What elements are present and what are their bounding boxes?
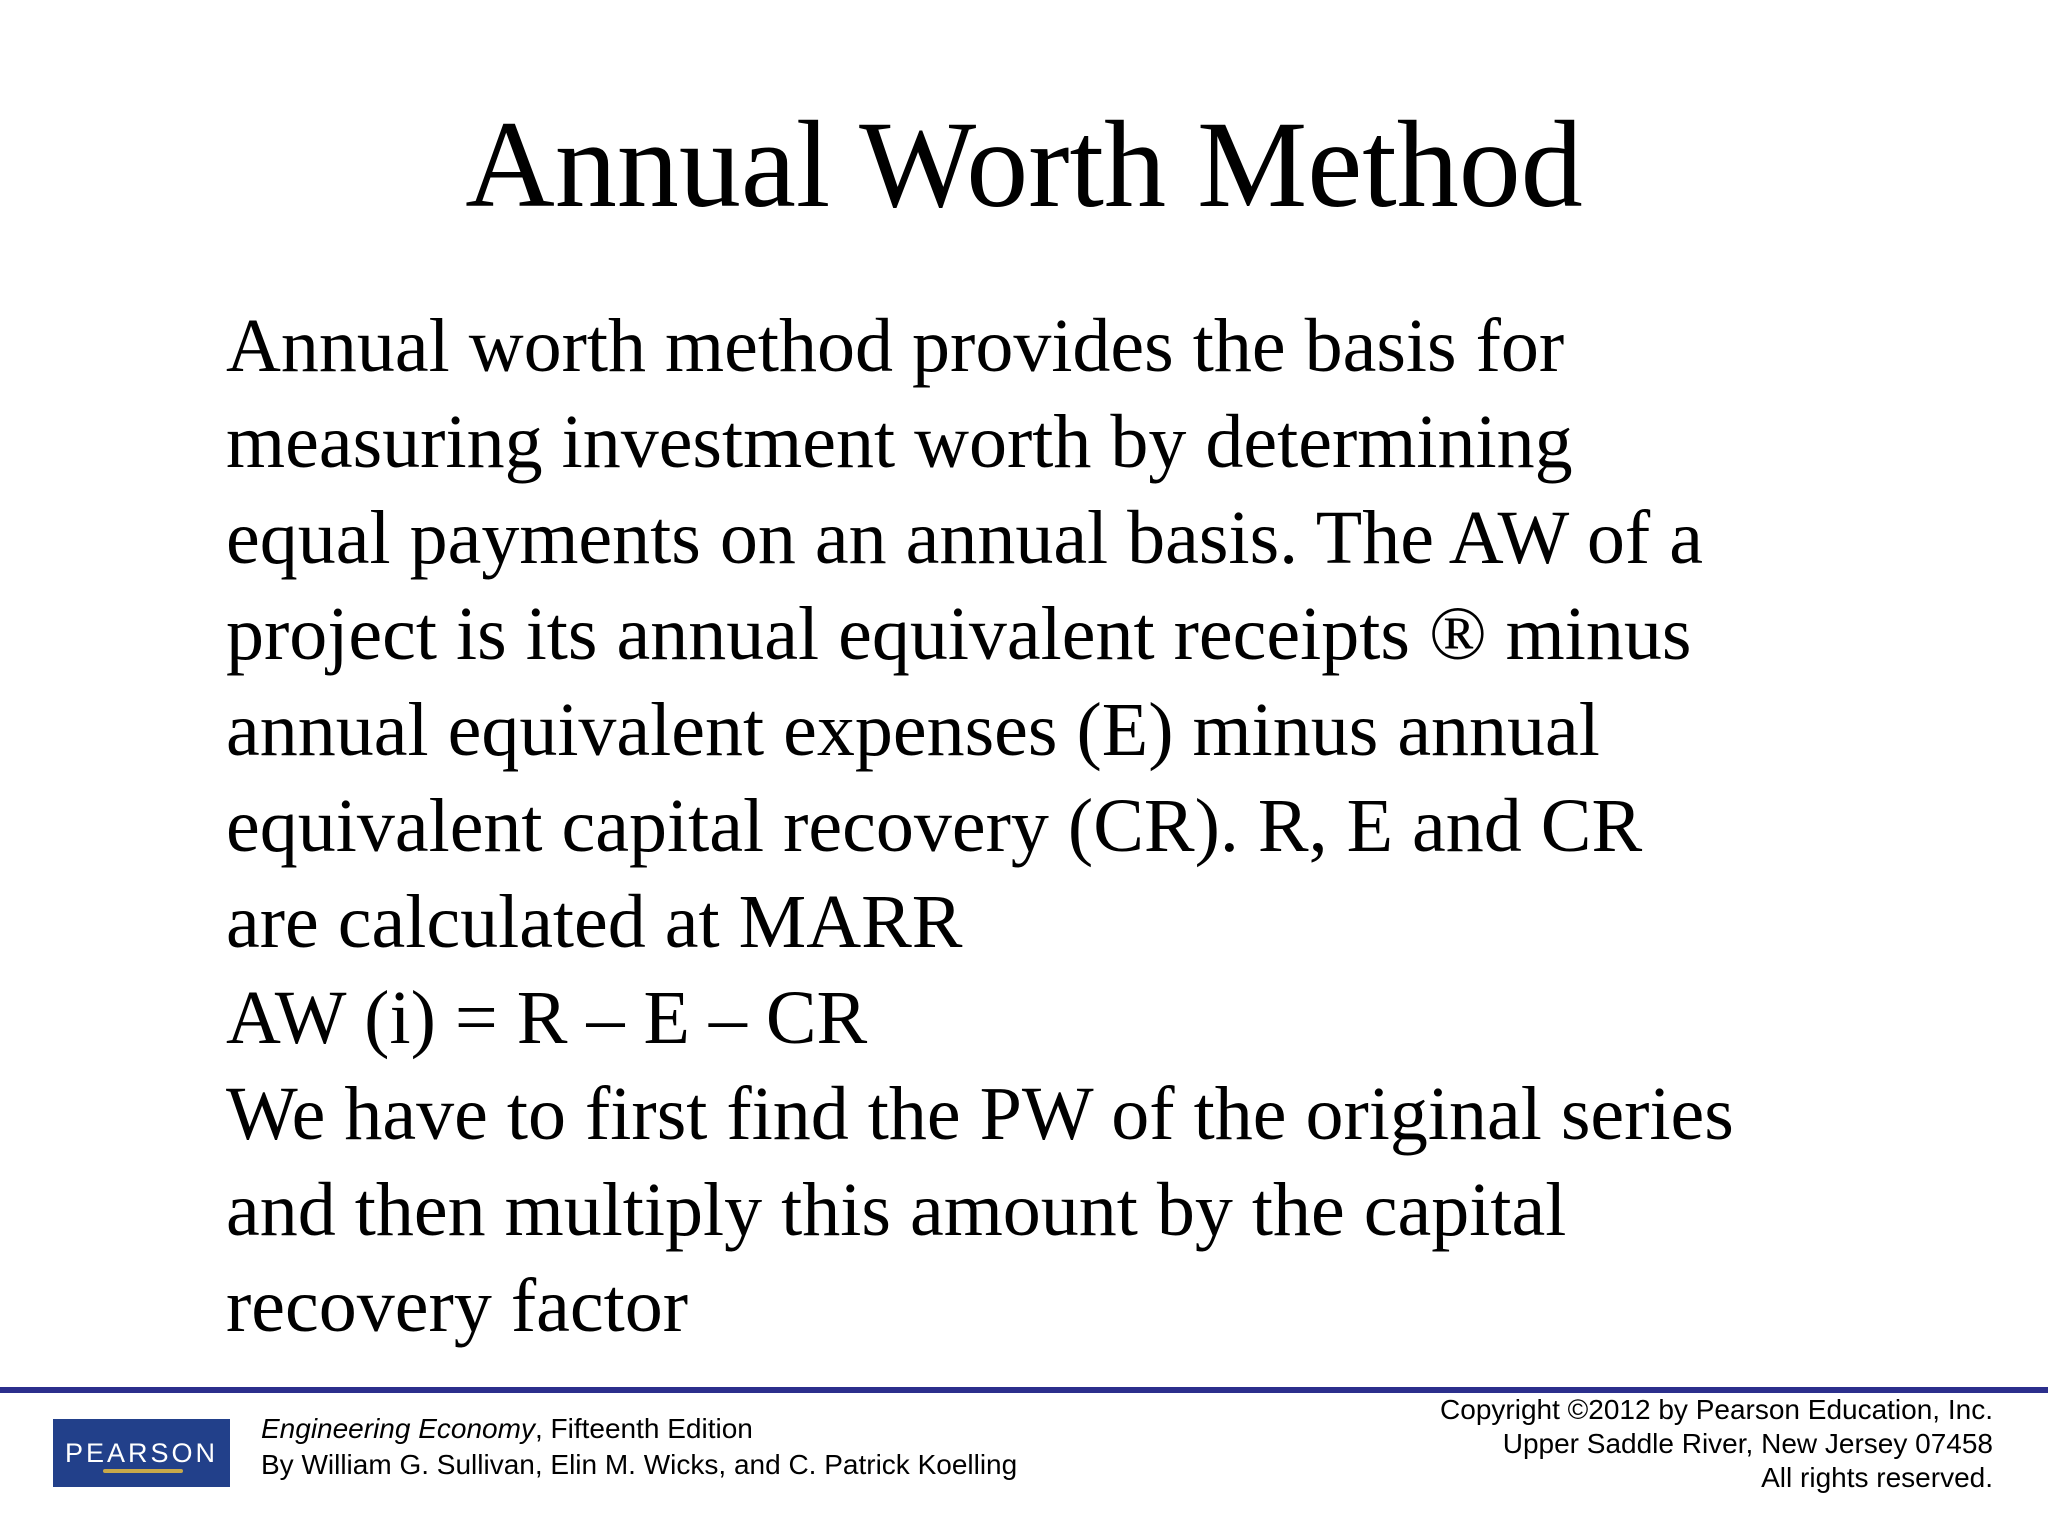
book-edition: , Fifteenth Edition <box>534 1413 753 1444</box>
slide-body <box>226 298 1866 1354</box>
body-line: project is its annual equivalent receipts ® minus <box>226 592 1692 676</box>
formula-line: AW (i) = R – E – CR <box>226 976 868 1060</box>
body-line: annual equivalent expenses (E) minus annual <box>226 688 1600 772</box>
logo-text: PEARSON <box>64 1437 219 1468</box>
book-title: Engineering Economy <box>261 1413 535 1444</box>
slide-title: Annual Worth Method <box>465 96 1583 233</box>
copyright-line: Copyright ©2012 by Pearson Education, Inc. <box>1440 1394 1993 1425</box>
footer <box>0 1393 2048 1536</box>
copyright-line: All rights reserved. <box>1761 1462 1993 1493</box>
pearson-logo <box>53 1419 230 1487</box>
body-line: and then multiply this amount by the capital <box>226 1168 1567 1252</box>
body-line: equal payments on an annual basis. The AW of a <box>226 496 1703 580</box>
book-title-line <box>261 1411 1017 1447</box>
body-line: equivalent capital recovery (CR). R, E and CR <box>226 784 1643 868</box>
body-line: are calculated at MARR <box>226 880 963 964</box>
copyright-notice <box>1440 1393 1993 1495</box>
body-line: recovery factor <box>226 1264 689 1348</box>
book-authors: By William G. Sullivan, Elin M. Wicks, and C. Patrick Koelling <box>261 1449 1018 1480</box>
body-line: Annual worth method provides the basis for <box>226 304 1565 388</box>
body-line: measuring investment worth by determining <box>226 400 1573 484</box>
copyright-line: Upper Saddle River, New Jersey 07458 <box>1502 1428 1993 1459</box>
body-line: We have to first find the PW of the original series <box>226 1072 1734 1156</box>
logo-swoosh-icon <box>103 1469 183 1473</box>
book-citation <box>261 1411 1017 1483</box>
